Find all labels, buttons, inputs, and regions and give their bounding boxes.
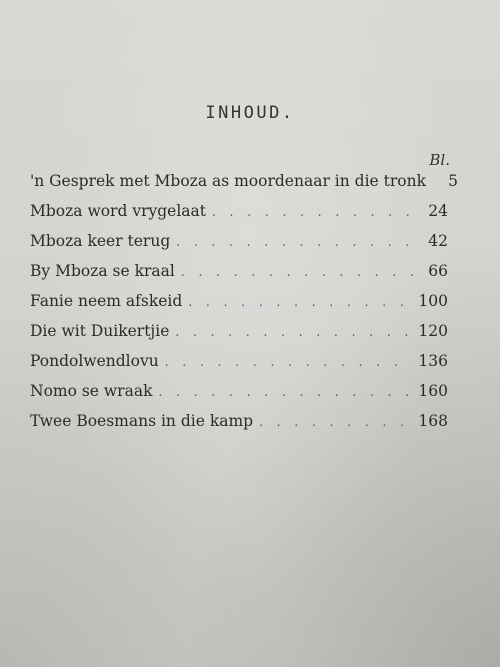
toc-entry-page: 160: [418, 382, 448, 400]
toc-entry-page: 120: [418, 322, 448, 340]
toc-entry-page: 5: [448, 172, 458, 190]
toc-entry: [30, 382, 448, 412]
toc-entry-page: 136: [418, 352, 448, 370]
toc-entry: [30, 352, 448, 382]
toc-entry-title: By Mboza se kraal: [30, 262, 175, 280]
toc-leader-dots: [175, 325, 412, 339]
table-of-contents: [30, 172, 458, 442]
toc-entry-title: Fanie neem afskeid: [30, 292, 183, 310]
toc-entry-title: Mboza word vrygelaat: [30, 202, 207, 220]
toc-entry-title: Pondolwendlovu: [30, 352, 159, 370]
toc-entry: [30, 322, 448, 352]
toc-entry: [30, 412, 448, 442]
toc-entry-title: Nomo se wraak: [30, 382, 153, 400]
toc-entry-title: Die wit Duikertjie: [30, 322, 170, 340]
toc-leader-dots: [181, 265, 422, 279]
toc-entry-title: Mboza keer terug: [30, 232, 171, 250]
toc-leader-dots: [212, 205, 422, 219]
toc-entry: [30, 172, 458, 202]
toc-entry: [30, 262, 448, 292]
page-column-label: Bl.: [429, 151, 450, 169]
toc-entry-page: 168: [418, 412, 448, 430]
page-title: INHOUD.: [205, 103, 295, 123]
toc-entry-page: 66: [428, 262, 448, 280]
toc-leader-dots: [176, 235, 422, 249]
toc-leader-dots: [259, 415, 412, 429]
toc-entry-title: Twee Boesmans in die kamp: [30, 412, 254, 430]
toc-entry-title: 'n Gesprek met Mboza as moordenaar in die tronk: [30, 172, 426, 190]
toc-leader-dots: [158, 385, 412, 399]
toc-leader-dots: [188, 295, 412, 309]
toc-entry-page: 42: [428, 232, 448, 250]
toc-leader-dots: [165, 355, 413, 369]
toc-entry-page: 24: [428, 202, 448, 220]
toc-entry: [30, 232, 448, 262]
toc-entry: [30, 292, 448, 322]
toc-entry: [30, 202, 448, 232]
toc-entry-page: 100: [418, 292, 448, 310]
